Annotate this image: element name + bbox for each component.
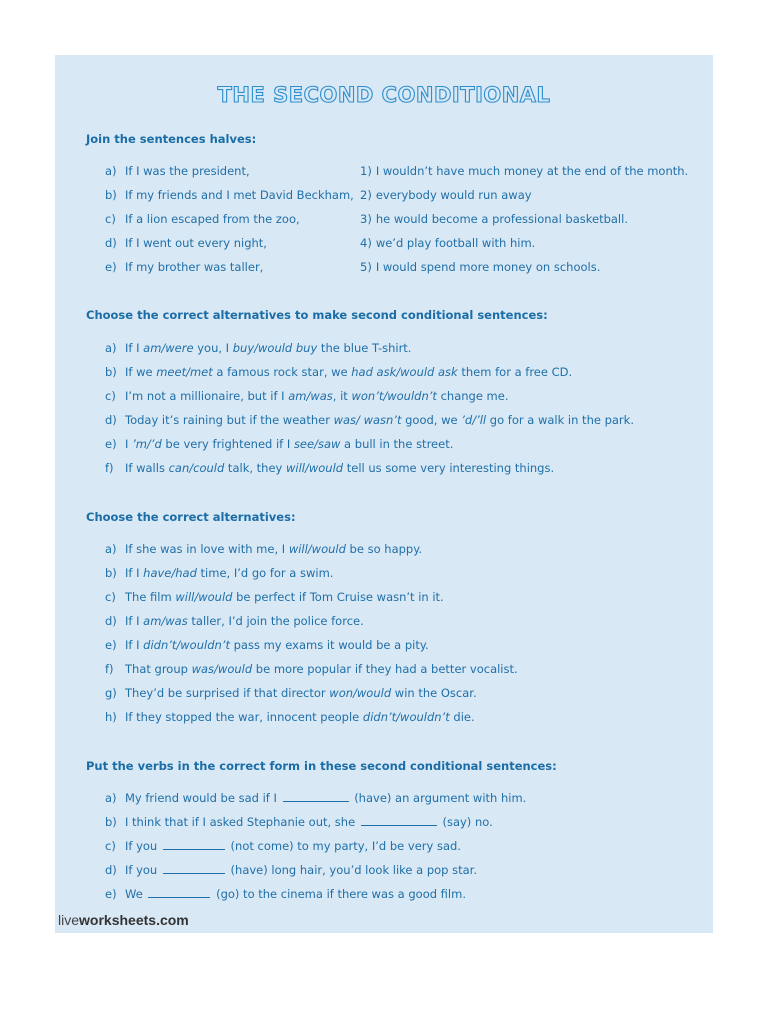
alternative-choice[interactable]: ’d/’ll bbox=[461, 413, 487, 427]
liveworksheets-logo: liveworksheets.com bbox=[58, 912, 189, 928]
alternative-choice[interactable]: will/would bbox=[286, 461, 344, 475]
list-item: e) If I didn’t/wouldn’t pass my exams it would be a pity. bbox=[105, 638, 429, 652]
list-item: h) If they stopped the war, innocent people didn’t/wouldn’t die. bbox=[105, 710, 475, 724]
alternative-choice[interactable]: will/would bbox=[175, 590, 233, 604]
alternative-choice[interactable]: am/was bbox=[288, 389, 333, 403]
alternative-choice[interactable]: meet/met bbox=[156, 365, 213, 379]
alternative-choice[interactable]: see/saw bbox=[293, 437, 341, 451]
list-item: a) If I am/were you, I buy/would buy the blue T-shirt. bbox=[105, 341, 412, 355]
list-item: a) If I was the president, 1) I wouldn’t have much money at the end of the month. bbox=[105, 164, 689, 178]
list-item: b) If my friends and I met David Beckham, 2) everybody would run away bbox=[105, 188, 532, 202]
list-item: b) If I have/had time, I’d go for a swim. bbox=[105, 566, 334, 580]
list-item: d) If I went out every night, 4) we’d play football with him. bbox=[105, 236, 536, 250]
section1-heading: Join the sentences halves: bbox=[86, 132, 257, 146]
list-item: f) That group was/would be more popular if they had a better vocalist. bbox=[105, 662, 518, 676]
alternative-choice[interactable]: didn’t/wouldn’t bbox=[143, 638, 230, 652]
list-item: e) If my brother was taller, 5) I would spend more money on schools. bbox=[105, 260, 601, 274]
list-item: c) If a lion escaped from the zoo, 3) he would become a professional basketball. bbox=[105, 212, 628, 226]
alternative-choice[interactable]: was/ wasn’t bbox=[333, 413, 402, 427]
list-item: d) Today it’s raining but if the weather was/ wasn’t good, we ’d/’ll go for a walk in the park. bbox=[105, 413, 634, 427]
alternative-choice[interactable]: won’t/wouldn’t bbox=[351, 389, 437, 403]
list-item: a) If she was in love with me, I will/would be so happy. bbox=[105, 542, 423, 556]
list-item: c) The film will/would be perfect if Tom Cruise wasn’t in it. bbox=[105, 590, 444, 604]
list-item: d) If you (have) long hair, you’d look like a pop star. bbox=[105, 863, 477, 877]
list-item: d) If I am/was taller, I’d join the police force. bbox=[105, 614, 364, 628]
list-item: b) If we meet/met a famous rock star, we had ask/would ask them for a free CD. bbox=[105, 365, 573, 379]
alternative-choice[interactable]: will/would bbox=[288, 542, 346, 556]
list-item: e) We (go) to the cinema if there was a good film. bbox=[105, 887, 466, 901]
answer-blank[interactable] bbox=[283, 791, 349, 802]
section4-heading: Put the verbs in the correct form in these second conditional sentences: bbox=[86, 759, 557, 773]
alternative-choice[interactable]: won/would bbox=[329, 686, 392, 700]
list-item: e) I ’m/’d be very frightened if I see/saw a bull in the street. bbox=[105, 437, 454, 451]
alternative-choice[interactable]: didn’t/wouldn’t bbox=[362, 710, 450, 724]
match-option: 3) he would become a professional basketball. bbox=[360, 212, 628, 226]
list-item: c) I’m not a millionaire, but if I am/was, it won’t/wouldn’t change me. bbox=[105, 389, 509, 403]
alternative-choice[interactable]: was/would bbox=[191, 662, 253, 676]
list-item: g) They’d be surprised if that director won/would win the Oscar. bbox=[105, 686, 477, 700]
list-item: c) If you (not come) to my party, I’d be very sad. bbox=[105, 839, 461, 853]
answer-blank[interactable] bbox=[163, 863, 225, 874]
answer-blank[interactable] bbox=[163, 839, 225, 850]
worksheet-page bbox=[55, 55, 713, 933]
alternative-choice[interactable]: have/had bbox=[143, 566, 197, 580]
match-option: 1) I wouldn’t have much money at the end of the month. bbox=[360, 164, 689, 178]
alternative-choice[interactable]: can/could bbox=[168, 461, 225, 475]
worksheet-title: THE SECOND CONDITIONAL bbox=[217, 83, 551, 107]
section2-heading: Choose the correct alternatives to make second conditional sentences: bbox=[86, 308, 548, 322]
answer-blank[interactable] bbox=[361, 815, 437, 826]
alternative-choice[interactable]: had ask/would ask bbox=[351, 365, 458, 379]
list-item: b) I think that if I asked Stephanie out, she (say) no. bbox=[105, 815, 493, 829]
alternative-choice[interactable]: ’m/’d bbox=[132, 437, 162, 451]
alternative-choice[interactable]: buy/would buy bbox=[232, 341, 318, 355]
alternative-choice[interactable]: am/was bbox=[143, 614, 188, 628]
section3-heading: Choose the correct alternatives: bbox=[86, 510, 296, 524]
match-option: 5) I would spend more money on schools. bbox=[360, 260, 601, 274]
match-option: 2) everybody would run away bbox=[360, 188, 532, 202]
match-option: 4) we’d play football with him. bbox=[360, 236, 536, 250]
alternative-choice[interactable]: am/were bbox=[143, 341, 194, 355]
list-item: f) If walls can/could talk, they will/would tell us some very interesting things. bbox=[105, 461, 555, 475]
list-item: a) My friend would be sad if I (have) an argument with him. bbox=[105, 791, 527, 805]
answer-blank[interactable] bbox=[148, 887, 210, 898]
